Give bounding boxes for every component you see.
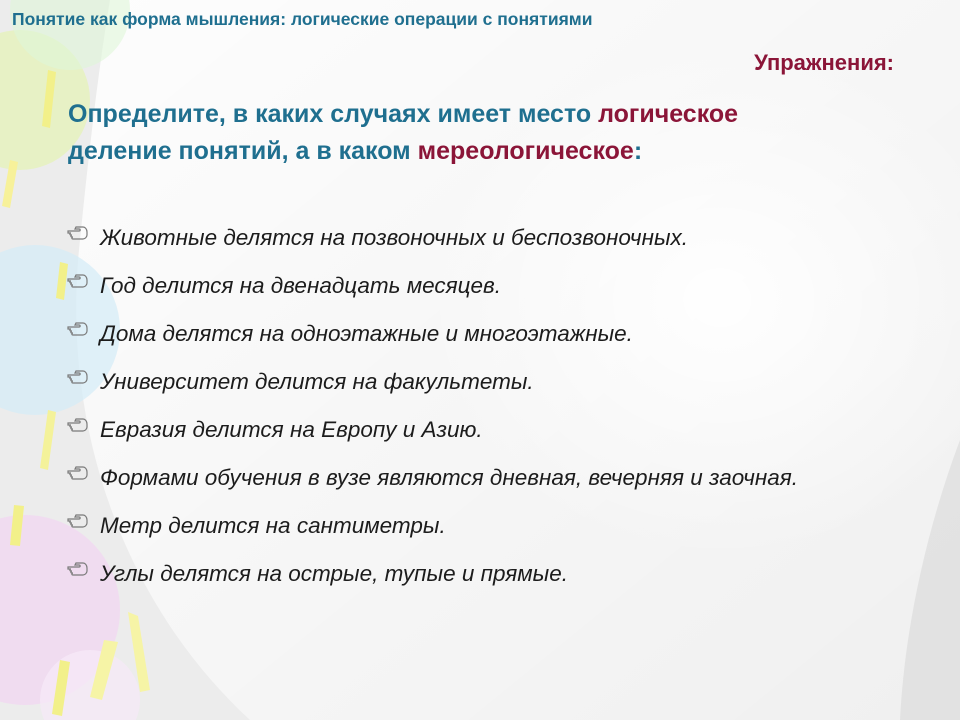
section-label: Упражнения: (754, 50, 894, 75)
pointing-hand-icon (66, 224, 90, 242)
exercise-text: Год делится на двенадцать месяцев. (100, 273, 502, 298)
list-item (66, 414, 876, 446)
question-part-2: деление понятий, а в каком (68, 137, 418, 165)
pointing-hand-icon (66, 368, 90, 386)
slide-title: Понятие как форма мышления: логические операции с понятиями (12, 9, 593, 29)
term-mereological: мереологическое (417, 137, 634, 165)
pointing-hand-icon (66, 320, 90, 338)
exercise-text: Углы делятся на острые, тупые и прямые. (100, 561, 569, 586)
pointing-hand-icon (66, 272, 90, 290)
exercise-text: Университет делится на факультеты. (100, 369, 534, 394)
list-item (66, 366, 876, 398)
exercise-text: Животные делятся на позвоночных и беспозвоночных. (100, 225, 689, 250)
list-item (66, 270, 876, 302)
exercise-list (66, 222, 876, 606)
list-item (66, 510, 876, 542)
exercise-text: Метр делится на сантиметры. (100, 513, 446, 538)
exercise-text: Формами обучения в вузе являются дневная, вечерняя и заочная. (100, 465, 799, 490)
list-item (66, 222, 876, 254)
list-item (66, 462, 876, 494)
list-item (66, 318, 876, 350)
pointing-hand-icon (66, 416, 90, 434)
question-part-1: Определите, в каких случаях имеет место (68, 100, 599, 128)
list-item (66, 558, 876, 590)
question-text (68, 96, 768, 170)
exercise-text: Дома делятся на одноэтажные и многоэтажные. (100, 321, 633, 346)
pointing-hand-icon (66, 512, 90, 530)
pointing-hand-icon (66, 464, 90, 482)
term-logical: логическое (598, 100, 739, 128)
question-part-3: : (633, 137, 643, 165)
pointing-hand-icon (66, 560, 90, 578)
exercise-text: Евразия делится на Европу и Азию. (100, 417, 483, 442)
